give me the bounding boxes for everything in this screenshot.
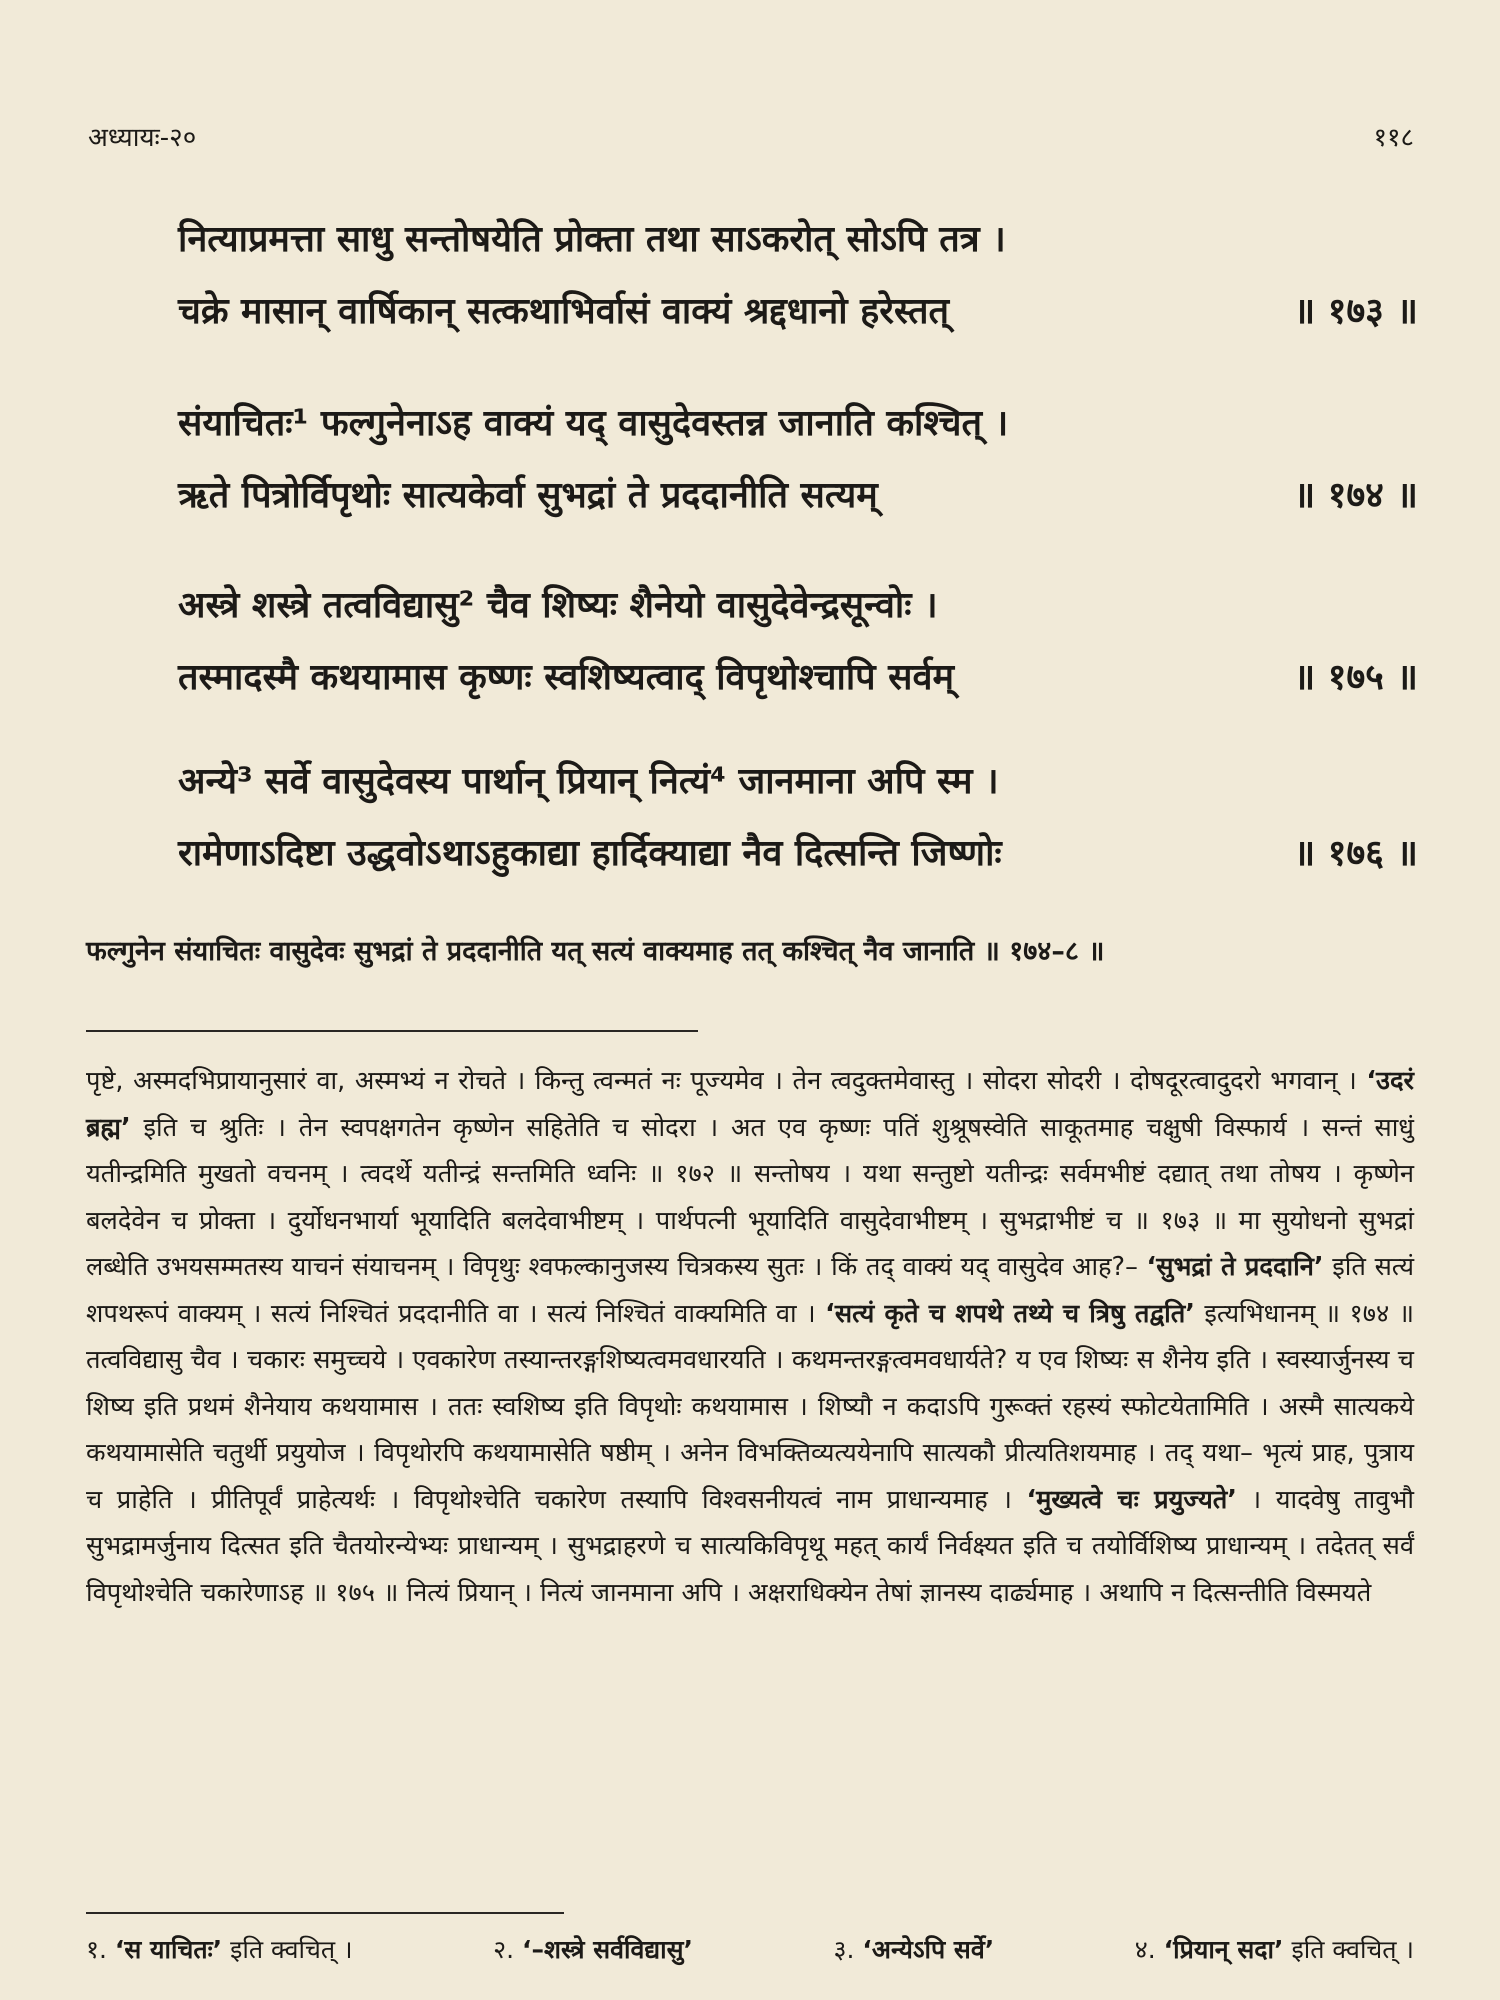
commentary-quote: ‘उदरं ब्रह्म’	[86, 1066, 1414, 1143]
verse-line-1: नित्याप्रमत्ता साधु सन्तोषयेति प्रोक्ता तथा साऽकरोत् सोऽपि तत्र ।	[178, 219, 1006, 260]
verse-number: ॥ १७६ ॥	[1293, 833, 1418, 874]
page-header	[88, 118, 1414, 154]
footnote-note: इति क्वचित् ।	[1283, 1935, 1414, 1964]
footnote-divider	[86, 1912, 564, 1914]
commentary-text: इत्यभिधानम् ॥ १७४ ॥ तत्वविद्यासु चैव । चकारः समुच्चये । एवकारेण तस्यान्तरङ्गशिष्यत्वमवधारयति । कथमन्तरङ्गत्वमवधार्यते? य एव शिष्यः स शैनेय इति । स्वस्यार्जुनस्य च शिष्य इति प्रथमं शैनेयाय कथयामास । ततः स्वशिष्य इति विपृथोः कथयामास । शिष्यौ न कदाऽपि गुरूक्तं रहस्यं स्फोटयेतामिति । अस्मै सात्यकये कथयामासेति चतुर्थी प्रयुयोज । विपृथोरपि कथयामासेति षष्ठीम् । अनेन विभक्तिव्यत्ययेनापि सात्यकौ प्रीत्यतिशयमाह । तद् यथा– भृत्यं प्राह, पुत्राय च प्राहेति । प्रीतिपूर्वं प्राहेत्यर्थः । विपृथोश्चेति चकारेण तस्यापि विश्वसनीयत्वं नाम प्राधान्यमाह ।	[86, 1298, 1414, 1515]
verse-line-2: तस्मादस्मै कथयामास कृष्णः स्वशिष्यत्वाद् विपृथोश्चापि सर्वम्	[178, 657, 955, 698]
footnote-3	[834, 1932, 995, 1966]
chapter-title: अध्यायः-२०	[88, 123, 197, 153]
footnote-variant: ‘अन्येऽपि सर्वे’	[862, 1935, 995, 1964]
verse-173	[178, 219, 1418, 366]
verse-number: ॥ १७३ ॥	[1293, 291, 1418, 332]
verse-174	[178, 403, 1418, 550]
verse-176	[178, 761, 1418, 908]
verse-line-2: ऋते पित्रोर्विपृथोः सात्यकेर्वा सुभद्रां ते प्रददानीति सत्यम्	[178, 475, 878, 516]
commentary-quote: ‘सत्यं कृते च शपथे तथ्ये च त्रिषु तद्वति’	[825, 1298, 1195, 1329]
commentary-text: पृष्टे, अस्मदभिप्रायानुसारं वा, अस्मभ्यं न रोचते । किन्तु त्वन्मतं नः पूज्यमेव । तेन त्वदुक्तमेवास्तु । सोदरा सोदरी । दोषदूरत्वादुदरो भगवान् ।	[86, 1066, 1367, 1096]
commentary-text: इति सत्यं शपथरूपं वाक्यम् । सत्यं निश्चितं प्रददानीति वा । सत्यं निश्चितं वाक्यमिति वा ।	[86, 1252, 1414, 1329]
section-divider	[86, 1030, 698, 1032]
verse-line-2: चक्रे मासान् वार्षिकान् सत्कथाभिर्वासं वाक्यं श्रद्दधानो हरेस्तत्	[178, 291, 950, 332]
verse-line-1: अस्त्रे शस्त्रे तत्वविद्यासु² चैव शिष्यः शैनेयो वासुदेवेन्द्रसून्वोः ।	[178, 585, 938, 626]
footnotes	[86, 1932, 1414, 1966]
verse-line-1: अन्ये³ सर्वे वासुदेवस्य पार्थान् प्रियान् नित्यं⁴ जानमाना अपि स्म ।	[178, 761, 999, 802]
verse-line-1: संयाचितः¹ फल्गुनेनाऽह वाक्यं यद् वासुदेवस्तन्न जानाति कश्चित् ।	[178, 403, 1009, 444]
footnote-variant: ‘स याचितः’	[114, 1935, 223, 1964]
footnote-1	[86, 1932, 353, 1966]
footnote-note: इति क्वचित् ।	[222, 1935, 353, 1964]
commentary-quote: ‘मुख्यत्वे चः प्रयुज्यते’	[1026, 1484, 1237, 1515]
commentary	[86, 1058, 1414, 1616]
verse-175	[178, 585, 1418, 732]
footnote-4	[1135, 1932, 1414, 1966]
verse-line-2: रामेणाऽदिष्टा उद्धवोऽथाऽहुकाद्या हार्दिक्याद्या नैव दित्सन्ति जिष्णोः	[178, 833, 1002, 874]
commentary-text: । यादवेषु तावुभौ सुभद्रामर्जुनाय दित्सत इति चैतयोरन्येभ्यः प्राधान्यम् । सुभद्राहरणे च सात्यकिविपृथू महत् कार्यं निर्वक्ष्यत इति च तयोर्विशिष्य प्राधान्यम् । तदेतत् सर्वं विपृथोश्चेति चकारेणाऽह ॥ १७५ ॥ नित्यं प्रियान् । नित्यं जानमाना अपि । अक्षराधिक्येन तेषां ज्ञानस्य दार्ढ्यमाह । अथापि न दित्सन्तीति विस्मयते	[86, 1484, 1414, 1608]
footnote-variant: ‘प्रियान् सदा’	[1163, 1935, 1284, 1964]
verse-number: ॥ १७५ ॥	[1293, 657, 1418, 698]
verse-number: ॥ १७४ ॥	[1293, 475, 1418, 516]
footnote-number: २.	[493, 1935, 515, 1964]
page-number: ११८	[1373, 123, 1414, 153]
verse-summary: फल्गुनेन संयाचितः वासुदेवः सुभद्रां ते प्रददानीति यत् सत्यं वाक्यमाह तत् कश्चित् नैव जानाति ॥ १७४–८ ॥	[86, 936, 1105, 967]
footnote-number: ३.	[833, 1935, 855, 1964]
commentary-quote: ‘सुभद्रां ते प्रददानि’	[1146, 1252, 1324, 1282]
footnote-number: १.	[86, 1935, 107, 1964]
commentary-text: इति च श्रुतिः । तेन स्वपक्षगतेन कृष्णेन सहितेति च सोदरा । अत एव कृष्णः पतिं शुश्रूषस्वेति साकूतमाह चक्षुषी विस्फार्य । सन्तं साधुं यतीन्द्रमिति मुखतो वचनम् । त्वदर्थे यतीन्द्रं सन्तमिति ध्वनिः ॥ १७२ ॥ सन्तोषय । यथा सन्तुष्टो यतीन्द्रः सर्वमभीष्टं दद्यात् तथा तोषय । कृष्णेन बलदेवेन च प्रोक्ता । दुर्योधनभार्या भूयादिति बलदेवाभीष्टम् । पार्थपत्नी भूयादिति वासुदेवाभीष्टम् । सुभद्राभीष्टं च ॥ १७३ ॥ मा सुयोधनो सुभद्रां लब्धेति उभयसम्मतस्य याचनं संयाचनम् । विपृथुः श्वफल्कानुजस्य चित्रकस्य सुतः । किं तद् वाक्यं यद् वासुदेव आह?–	[86, 1112, 1414, 1282]
footnote-variant: ‘–शस्त्रे सर्वविद्यासु’	[521, 1935, 694, 1964]
footnote-2	[493, 1932, 693, 1966]
footnote-number: ४.	[1134, 1935, 1156, 1964]
